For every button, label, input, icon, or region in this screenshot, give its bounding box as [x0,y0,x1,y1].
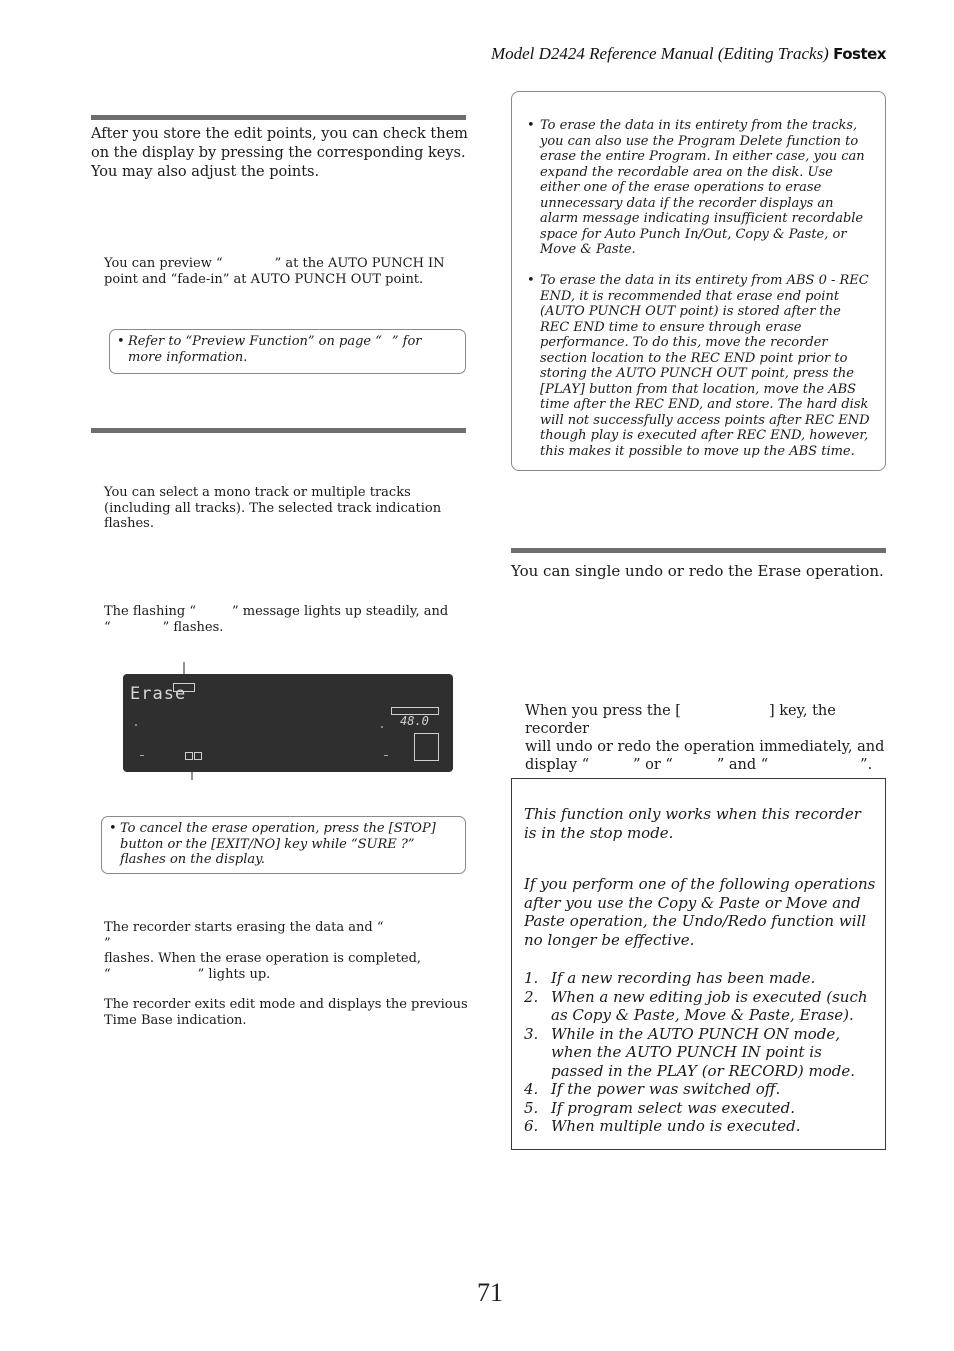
exit-paragraph: The recorder exits edit mode and displays the previous Time Base indication. [104,997,468,1028]
caution-list [524,969,878,1136]
start-erase-paragraph: The recorder starts erasing the data and “” flashes. When the erase operation is completed, “ ” lights up. [104,920,422,982]
list-item: 1. If a new recording has been made. [524,969,816,987]
list-item: 5. If program select was executed. [524,1098,795,1117]
preview-paragraph: You can preview “ ” at the AUTO PUNCH IN point and “fade-in” at AUTO PUNCH OUT point. [104,256,445,287]
list-item: 6. When multiple undo is executed. [524,1117,801,1135]
lcd-dot [381,726,383,728]
track-select-paragraph: You can select a mono track or multiple tracks (including all tracks). The selected track indication flashes. [104,485,442,531]
header-title: Model D2424 Reference Manual (Editing Tracks) [490,44,829,63]
list-item: 3. While in the AUTO PUNCH ON mode, when the AUTO PUNCH IN point is passed in the PLAY (or RECORD) mode. [524,1024,855,1080]
caution-box [511,778,886,1150]
cancel-note: • To cancel the erase operation, press the [STOP] button or the [EXIT/NO] key while “SURE ?” flashes on the display. [101,816,466,874]
note-item: • To erase the data in its entirety from the tracks, you can also use the Program Delete function to erase the entire Program. In either case, you can expand the recordable area on the disk. Use either one of the erase operations to erase unnecessary data if the recorder displays an alarm message indicating insufficient recordable space for Auto Punch In/Out, Copy & Paste, or Move & Paste. [527,118,865,257]
section-rule [511,548,886,553]
undo-intro: You can single undo or redo the Erase operation. [511,562,884,580]
page-number: 71 [477,1278,503,1307]
flashing-paragraph: The flashing “ ” message lights up steadily, and “ ” flashes. [104,604,449,635]
lcd-status-box [414,733,439,761]
lcd-dash [384,755,388,756]
undo-press-paragraph: When you press the [ ] key, the recorder will undo or redo the operation immediately, and display “ ” or “ ” and “ ”. [525,703,885,773]
lcd-track-indicator [185,752,193,760]
section-rule [91,115,466,120]
erase-notes-box [511,91,886,471]
lcd-track-indicator [194,752,202,760]
caution-stop-mode: This function only works when this recorder is in the stop mode. [524,805,861,842]
running-header [491,44,886,64]
section-rule [91,428,466,433]
lcd-sample-rate: 48.0 [400,714,429,728]
caution-conditions: If you perform one of the following operations after you use the Copy & Paste or Move and Paste operation, the Undo/Redo function will no longer be effective. [524,875,876,949]
refer-note: • Refer to “Preview Function” on page “ ” for more information. [109,329,466,374]
lcd-dot [135,724,137,726]
intro-paragraph: After you store the edit points, you can check them on the display by pressing the corresponding keys. You may also adjust the points. [91,126,468,180]
fostex-logo: Fostex [833,45,886,63]
lcd-erase-text: Erase [130,684,187,704]
lcd-dash [140,755,144,756]
lcd-display [123,674,453,772]
list-item: 4. If the power was switched off. [524,1080,781,1098]
list-item: 2. When a new editing job is executed (such as Copy & Paste, Move & Paste, Erase). [524,987,868,1024]
note-item: • To erase the data in its entirety from ABS 0 - REC END, it is recommended that erase end point (AUTO PUNCH OUT point) is stored after the REC END time to ensure through erase performance. To do this, move the recorder section location to the REC END point prior to storing the AUTO PUNCH OUT point, press the [PLAY] button from that location, move the ABS time after the REC END, and store. The hard disk will not successfully access points after REC END though play is executed after REC END, however, this makes it possible to move up the ABS time. [527,273,870,459]
